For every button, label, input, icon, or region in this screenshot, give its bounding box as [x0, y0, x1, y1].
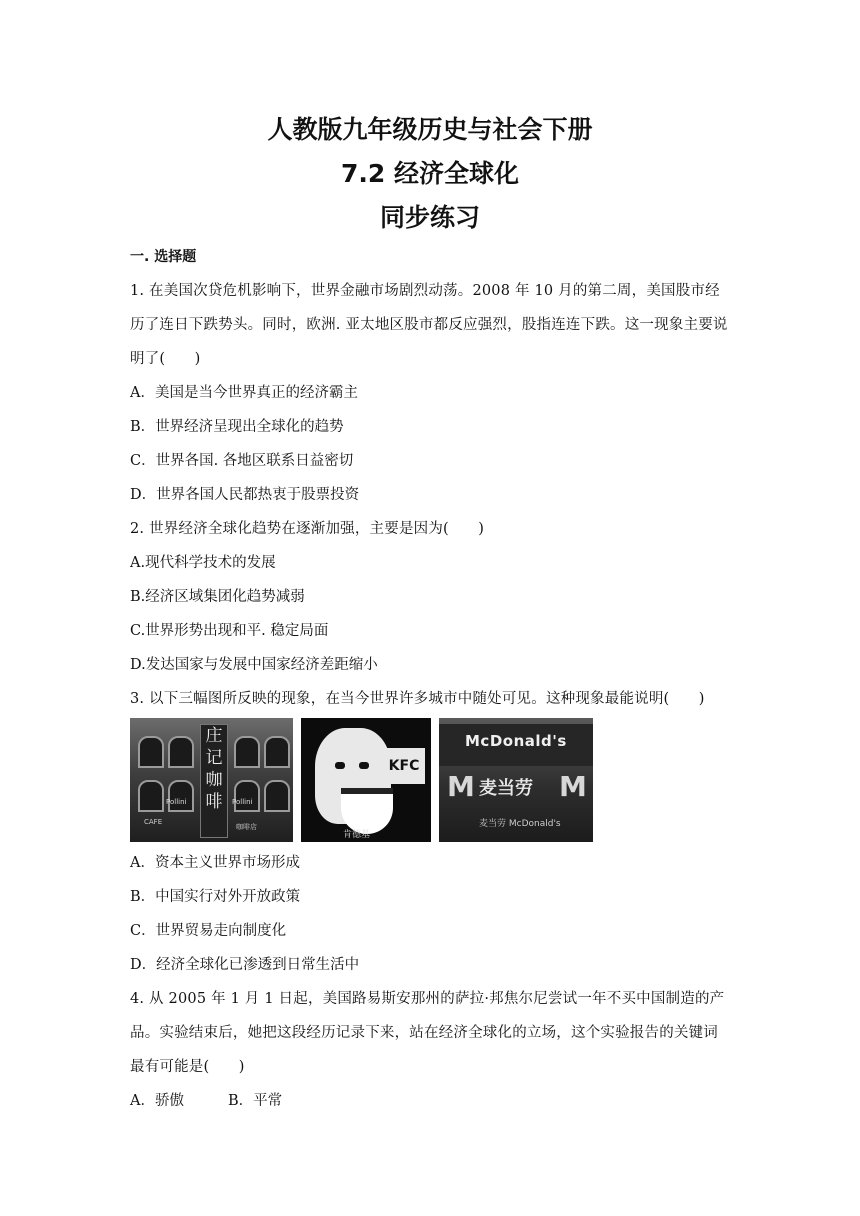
tag-label: 咖啡店 [236, 823, 257, 831]
document-subtitle: 同步练习 [379, 203, 480, 232]
shop-label: Pollini [232, 798, 253, 806]
question-1-option-d: D．世界各国人民都热衷于股票投资 [130, 487, 360, 503]
lesson-title: 7.2 经济全球化 [341, 159, 519, 188]
kfc-logo: KFC [383, 748, 425, 784]
window [264, 736, 290, 768]
mcdonalds-chinese-name: 麦当劳 [479, 778, 533, 799]
mcdonalds-storefront-photo [439, 718, 593, 842]
question-1-option-b: B．世界经济呈现出全球化的趋势 [130, 419, 344, 435]
question-3-option-a: A．资本主义世界市场形成 [130, 855, 300, 871]
cafe-storefront-photo [130, 718, 293, 842]
question-1-stem: 1. 在美国次贷危机影响下，世界金融市场剧烈动荡。2008 年 10 月的第二周，美国股市经历了连日下跌势头。同时，欧洲. 亚太地区股市都反应强烈，股指连连下跌。这一现象主要说明了( ) [130, 283, 728, 367]
window [168, 736, 194, 768]
question-4-options-row [130, 1084, 730, 1118]
question-4-stem: 4. 从 2005 年 1 月 1 日起，美国路易斯安那州的萨拉·邦焦尔尼尝试一年不买中国制造的产品。实验结束后，她把这段经历记录下来，站在经济全球化的立场，这个实验报告的关键词最有可能是( ) [130, 991, 725, 1075]
question-4-option-a: A．骄傲 [130, 1093, 184, 1109]
mcdonalds-banner-text: McDonald's [465, 732, 567, 750]
window [234, 736, 260, 768]
title-block [0, 108, 860, 240]
question-3-option-c: C．世界贸易走向制度化 [130, 923, 287, 939]
question-2-option-a: A.现代科学技术的发展 [130, 555, 276, 571]
question-1-option-c: C．世界各国. 各地区联系日益密切 [130, 453, 354, 469]
section-heading: 一. 选择题 [130, 249, 197, 265]
window [138, 736, 164, 768]
eye [359, 762, 369, 769]
question-1-option-a: A．美国是当今世界真正的经济霸主 [130, 385, 358, 401]
question-3-option-d: D．经济全球化已渗透到日常生活中 [130, 957, 360, 973]
golden-arches-icon: M [559, 770, 587, 803]
question-2-option-d: D.发达国家与发展中国家经济差距缩小 [130, 657, 378, 673]
question-4-option-b: B．平常 [227, 1093, 283, 1109]
window [264, 780, 290, 812]
question-2-option-b: B.经济区域集团化趋势减弱 [130, 589, 305, 605]
window [138, 780, 164, 812]
window [234, 780, 260, 812]
question-3-option-b: B．中国实行对外开放政策 [130, 889, 301, 905]
side-label: CAFE [144, 818, 163, 826]
colonel-face [315, 728, 391, 824]
mcdonalds-lower-sign: 麦当劳 McDonald's [479, 819, 561, 829]
eye [335, 762, 345, 769]
kfc-caption: 肯德基 [343, 830, 371, 840]
question-3-photos [130, 718, 730, 842]
document-title: 人教版九年级历史与社会下册 [267, 115, 593, 144]
cafe-vertical-sign: 庄记咖啡 [200, 724, 228, 838]
kfc-sign-photo [301, 718, 431, 842]
question-2-stem: 2. 世界经济全球化趋势在逐渐加强，主要是因为( ) [130, 521, 485, 537]
shop-label: Pollini [166, 798, 187, 806]
window [168, 780, 194, 812]
question-3-stem: 3. 以下三幅图所反映的现象，在当今世界许多城市中随处可见。这种现象最能说明( ) [130, 691, 705, 707]
content [130, 240, 730, 1118]
golden-arches-icon: M [447, 770, 475, 803]
question-2-option-c: C.世界形势出现和平. 稳定局面 [130, 623, 329, 639]
